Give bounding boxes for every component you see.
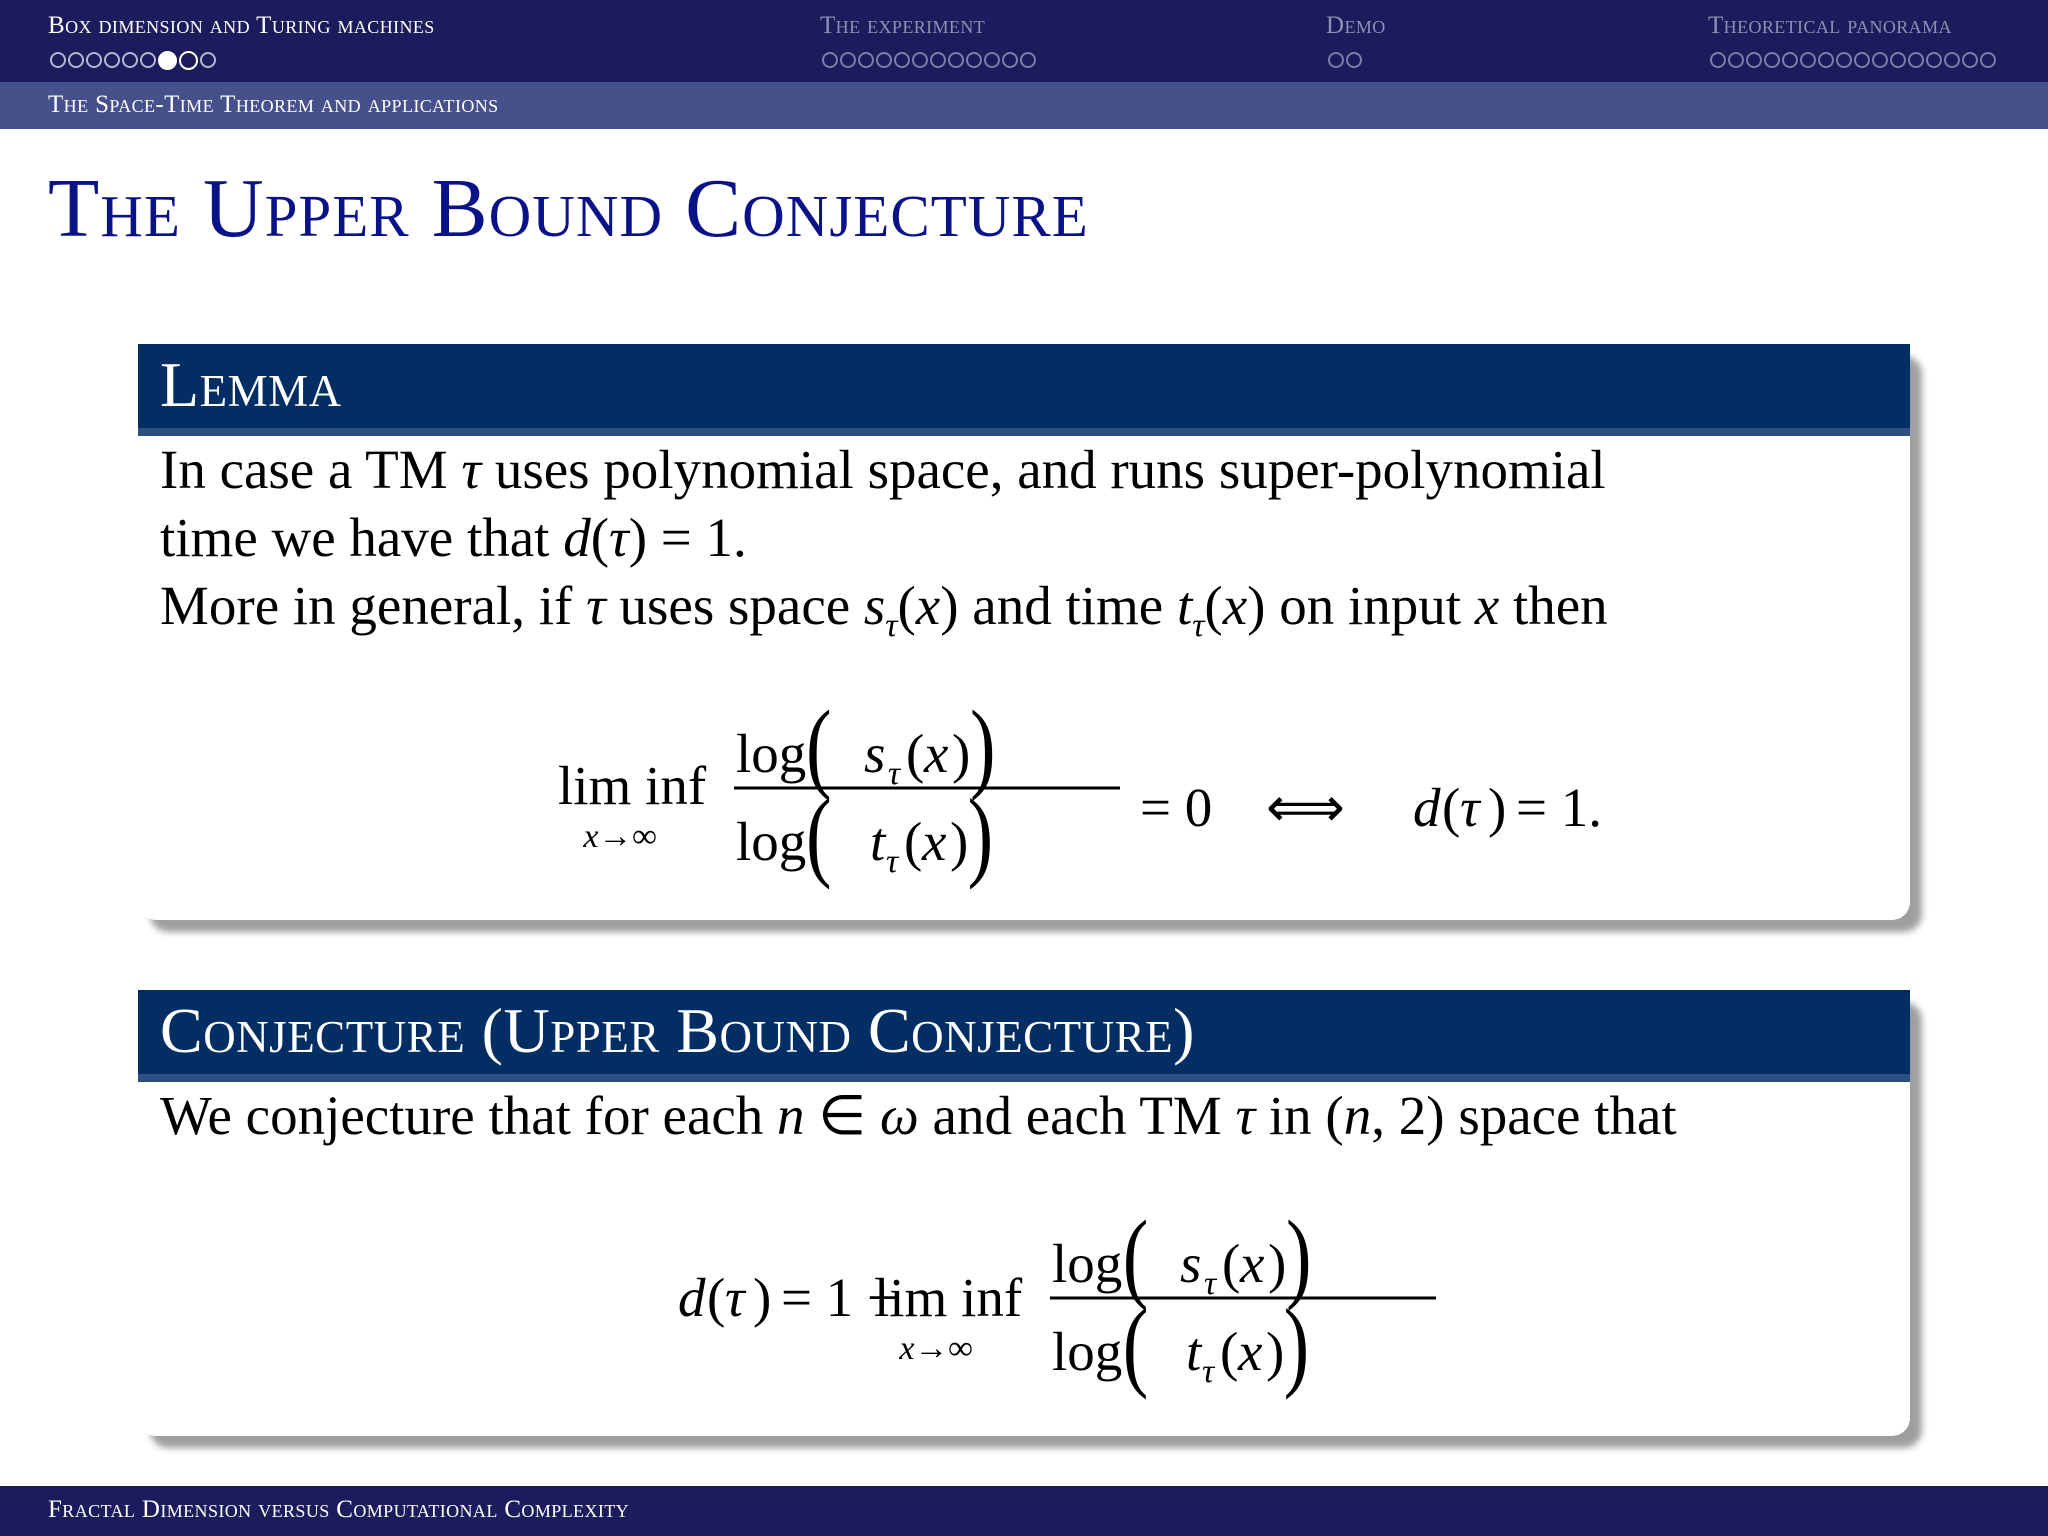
section-navigation-bar (0, 0, 2048, 82)
lemma-liminf-subscript: x→∞ (583, 818, 657, 855)
conjecture-block (138, 990, 1910, 1436)
nav-section-title[interactable]: Box dimension and Turing machines (48, 12, 435, 39)
paren: ) (1266, 1321, 1285, 1382)
nav-frame-dot[interactable] (140, 52, 156, 68)
lemma-equals-zero: = 0 (1140, 777, 1213, 838)
nav-frame-dot[interactable] (1962, 52, 1978, 68)
nav-section-dots (1328, 52, 1362, 68)
paren: ( (906, 723, 925, 784)
nav-frame-dot[interactable] (68, 52, 84, 68)
nav-frame-dot[interactable] (1872, 52, 1888, 68)
paren: ( (707, 1267, 726, 1328)
lemma-title: Lemma (160, 349, 342, 420)
nav-frame-dot[interactable] (1980, 52, 1996, 68)
iff-arrow-icon: ⟺ (1266, 777, 1345, 838)
nav-frame-dot[interactable] (86, 52, 102, 68)
lemma-block-header (138, 344, 1910, 436)
d-symbol: d (678, 1267, 706, 1328)
paren: ) (1268, 1233, 1287, 1294)
left-paren: ( (806, 778, 832, 891)
nav-section-dots (1710, 52, 1996, 68)
x-symbol: x (924, 723, 949, 784)
subsection-bar (0, 82, 2048, 129)
tau-subscript: τ (888, 755, 901, 792)
nav-frame-dot[interactable] (1782, 52, 1798, 68)
nav-frame-dot[interactable] (1818, 52, 1834, 68)
conjecture-liminf-subscript: x→∞ (899, 1330, 973, 1367)
lemma-liminf: lim inf (558, 755, 707, 816)
conjecture-block-header (138, 990, 1910, 1082)
paren: ) (950, 811, 969, 872)
x-symbol: x (1240, 1233, 1265, 1294)
nav-frame-dot[interactable] (894, 52, 910, 68)
nav-frame-dot[interactable] (1764, 52, 1780, 68)
nav-frame-dot[interactable] (1854, 52, 1870, 68)
subsection-title[interactable]: The Space-Time Theorem and applications (48, 91, 499, 118)
lemma-line-3: More in general, if τ uses space $s_\tau(x)$ and time $t_\tau(x)$ on input x then (160, 575, 1608, 644)
lemma-denominator-log: log (736, 811, 807, 872)
t-symbol: t (1186, 1321, 1202, 1382)
paren: ( (1442, 777, 1461, 838)
conjecture-equals-one-plus: = 1 + (781, 1267, 899, 1328)
nav-frame-dot[interactable] (104, 52, 120, 68)
right-paren: ) (967, 778, 994, 891)
tau-symbol: τ (1460, 777, 1480, 838)
right-paren: ) (1283, 1289, 1310, 1401)
right-paren: ) (1286, 1200, 1312, 1313)
x-symbol: x (922, 811, 947, 872)
lemma-numerator-log: log (736, 723, 807, 784)
nav-frame-dot[interactable] (1944, 52, 1960, 68)
lemma-formula (558, 690, 1603, 904)
slide-title: The Upper Bound Conjecture (48, 162, 1089, 255)
nav-frame-dot[interactable] (1728, 52, 1744, 68)
nav-frame-dot[interactable] (1346, 52, 1362, 68)
conjecture-denominator-log: log (1052, 1321, 1123, 1382)
nav-section-dots (822, 52, 1036, 68)
nav-frame-dot[interactable] (984, 52, 1000, 68)
paren: ( (904, 811, 923, 872)
conjecture-title: Conjecture (Upper Bound Conjecture) (160, 995, 1195, 1066)
nav-frame-dot[interactable] (1020, 52, 1036, 68)
nav-frame-dot[interactable] (1836, 52, 1852, 68)
nav-frame-dot[interactable] (858, 52, 874, 68)
paren: ) (1488, 777, 1507, 838)
conjecture-body (138, 1082, 1910, 1150)
nav-frame-dot[interactable] (912, 52, 928, 68)
lemma-block (138, 344, 1910, 920)
nav-section-title[interactable]: Theoretical panorama (1708, 12, 1952, 39)
left-paren: ( (806, 690, 832, 803)
footer-title: Fractal Dimension versus Computational Complexity (48, 1496, 630, 1523)
s-symbol: s (1180, 1233, 1202, 1294)
nav-frame-dot[interactable] (1002, 52, 1018, 68)
nav-frame-dot[interactable] (1926, 52, 1942, 68)
conjecture-liminf: lim inf (874, 1267, 1023, 1328)
right-paren: ) (970, 690, 996, 803)
nav-frame-dot[interactable] (200, 52, 216, 68)
nav-frame-dot[interactable] (122, 52, 138, 68)
nav-frame-dot[interactable] (1890, 52, 1906, 68)
d-symbol: d (1413, 777, 1441, 838)
nav-section-dots (50, 52, 216, 70)
tau-subscript: τ (1202, 1353, 1215, 1390)
nav-frame-dot[interactable] (1800, 52, 1816, 68)
paren: ( (1220, 1321, 1239, 1382)
nav-section-title[interactable]: The experiment (820, 12, 986, 39)
nav-frame-dot[interactable] (1328, 52, 1344, 68)
conjecture-numerator-log: log (1052, 1233, 1123, 1294)
left-paren: ( (1122, 1200, 1149, 1313)
lemma-line-1: In case a TM τ uses polynomial space, and runs super-polynomial (160, 439, 1606, 500)
nav-frame-dot[interactable] (876, 52, 892, 68)
nav-frame-dot[interactable] (1746, 52, 1762, 68)
nav-section-title[interactable]: Demo (1326, 12, 1386, 39)
lemma-body (138, 436, 1910, 644)
t-symbol: t (870, 811, 886, 872)
conjecture-line-1: We conjecture that for each n ∈ ω and each TM τ in (n, 2) space that (160, 1085, 1677, 1146)
lemma-line-2: time we have that d(τ) = 1. (160, 507, 747, 568)
tau-symbol: τ (725, 1267, 745, 1328)
nav-frame-dot[interactable] (158, 51, 177, 70)
conjecture-formula (678, 1200, 1578, 1412)
nav-frame-dot[interactable] (50, 52, 66, 68)
s-symbol: s (864, 723, 886, 784)
lemma-result: = 1. (1516, 777, 1603, 838)
nav-frame-dot[interactable] (966, 52, 982, 68)
nav-frame-dot[interactable] (822, 52, 838, 68)
paren: ( (1222, 1233, 1241, 1294)
footer-bar (0, 1486, 2048, 1536)
paren: ) (753, 1267, 772, 1328)
tau-subscript: τ (1204, 1265, 1217, 1302)
nav-frame-dot[interactable] (930, 52, 946, 68)
nav-frame-dot[interactable] (179, 51, 198, 70)
tau-subscript: τ (886, 843, 899, 880)
nav-frame-dot[interactable] (948, 52, 964, 68)
x-symbol: x (1238, 1321, 1263, 1382)
left-paren: ( (1122, 1289, 1149, 1401)
nav-frame-dot[interactable] (840, 52, 856, 68)
nav-frame-dot[interactable] (1908, 52, 1924, 68)
paren: ) (952, 723, 971, 784)
nav-frame-dot[interactable] (1710, 52, 1726, 68)
